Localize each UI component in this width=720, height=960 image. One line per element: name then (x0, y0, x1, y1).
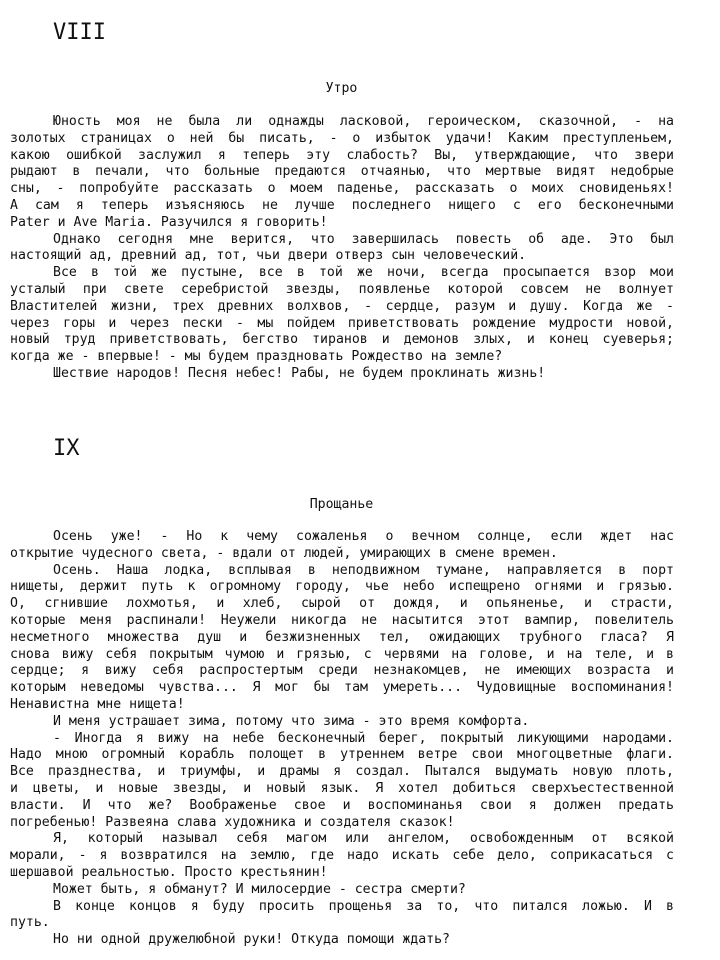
chapter-9-title: Прощанье (309, 497, 374, 512)
text-line: рыдают в печали, что больные предаются отчаянью, что мертвые видят недобрые (10, 164, 674, 180)
text-line: сердце; я вижу себя распростертым среди незнакомцев, не имеющих возраста и (10, 663, 674, 679)
text-line: которым неведомы чувства... Я мог бы там умереть... Чудовищные воспоминания! (10, 680, 674, 696)
text-line: которые меня распинали! Неужели никогда не насытится этот вампир, повелитель (10, 612, 674, 628)
text-line: нищеты, держит путь к огромному городу, чье небо испещрено огнями и грязью. (10, 579, 674, 595)
text-line: через горы и через пески - мы пойдем приветствовать рождение мудрости новой, (10, 315, 674, 331)
text-line: погребенью! Развеяна слава художника и создателя сказок! (10, 814, 455, 830)
text-line: А сам я теперь изъясняюсь не лучше последнего нищего с его бесконечными (10, 197, 674, 213)
text-line: путь. (10, 915, 50, 931)
text-line: Осень. Наша лодка, всплывая в неподвижном тумане, направляется в порт (53, 562, 674, 578)
text-line: шершавой реальностью. Просто крестьянин! (10, 864, 328, 880)
text-line: Однако сегодня мне верится, что завершилась повесть об аде. Это был (53, 231, 674, 247)
text-line: усталый при свете серебристой звезды, появленье которой совсем не волнует (10, 281, 674, 297)
text-line: золотых страницах о ней бы писать, - о избыток удачи! Каким преступленьем, (10, 130, 674, 146)
text-line: Осень уже! - Но к чему сожаленья о вечном солнце, если ждет нас (53, 529, 674, 544)
text-line: Надо мною огромный корабль полощет в утреннем ветре свои многоцветные флаги. (10, 747, 674, 763)
text-line: Все в той же пустыне, все в той же ночи, всегда просыпается взор мои (53, 265, 674, 281)
text-line: Властителей жизни, трех древних волхвов, - сердце, разум и душу. Когда же - (10, 298, 674, 314)
text-line: Ненавистна мне нищета! (10, 696, 185, 712)
text-line: какою ошибкой заслужил я теперь эту слабость? Вы, утверждающие, что звери (10, 147, 674, 163)
text-line: Я, который называл себя магом или ангелом, освобожденным от всякой (53, 831, 674, 847)
text-line: сны, - попробуйте рассказать о моем паденье, рассказать о моих сновиденьях! (10, 181, 674, 197)
text-line: новый труд приветствовать, бегство тиранов и демонов злых, и конец суеверья; (10, 332, 674, 348)
text-line: Pater и Ave Maria. Разучился я говорить! (10, 214, 328, 230)
text-line: - Иногда я вижу на небе бесконечный берег, покрытый ликующими народами. (53, 730, 674, 746)
text-line: В конце концов я буду просить прощенья за то, что питался ложью. И в (53, 898, 674, 914)
chapter-9-number: IX (53, 436, 80, 461)
text-line: власти. И что же? Воображенье свое и воспоминанья свои я должен предать (10, 797, 674, 813)
text-line: и цветы, и новые звезды, и новый язык. Я хотел добиться сверхъестественной (10, 780, 674, 796)
text-line: Может быть, я обманут? И милосердие - сестра смерти? (53, 881, 466, 897)
chapter-9-text (10, 529, 674, 949)
text-line: Юность моя не была ли однажды ласковой, героическом, сказочной, - на (53, 114, 674, 129)
text-line: Но ни одной дружелюбной руки! Откуда помощи ждать? (53, 932, 450, 948)
text-line: когда же - впервые! - мы будем праздновать Рождество на земле? (10, 349, 503, 365)
chapter-8-text (10, 114, 674, 383)
text-line: морали, - я возвратился на землю, где надо искать себе дело, соприкасаться с (10, 848, 674, 864)
text-line: О, сгнившие лохмотья, и хлеб, сырой от дождя, и опьяненье, и страсти, (10, 596, 674, 612)
text-line: снова вижу себя покрытым чумою и грязью, с червями на голове, и на теле, и в (10, 646, 674, 662)
text-line: Все празднества, и триумфы, и драмы я создал. Пытался выдумать новую плоть, (10, 764, 674, 780)
text-line: открытие чудесного света, - вдали от людей, умирающих в смене времен. (10, 545, 558, 561)
chapter-8-title: Утро (325, 81, 358, 96)
text-line: И меня устрашает зима, потому что зима - это время комфорта. (53, 713, 530, 729)
text-line: настоящий ад, древний ад, тот, чьи двери отверз сын человеческий. (10, 248, 527, 264)
text-line: несметного множества душ и безжизненных тел, ожидающих трубного гласа? Я (10, 629, 674, 645)
text-line: Шествие народов! Песня небес! Рабы, не будем проклинать жизнь! (53, 365, 546, 381)
chapter-8-number: VIII (53, 20, 106, 45)
